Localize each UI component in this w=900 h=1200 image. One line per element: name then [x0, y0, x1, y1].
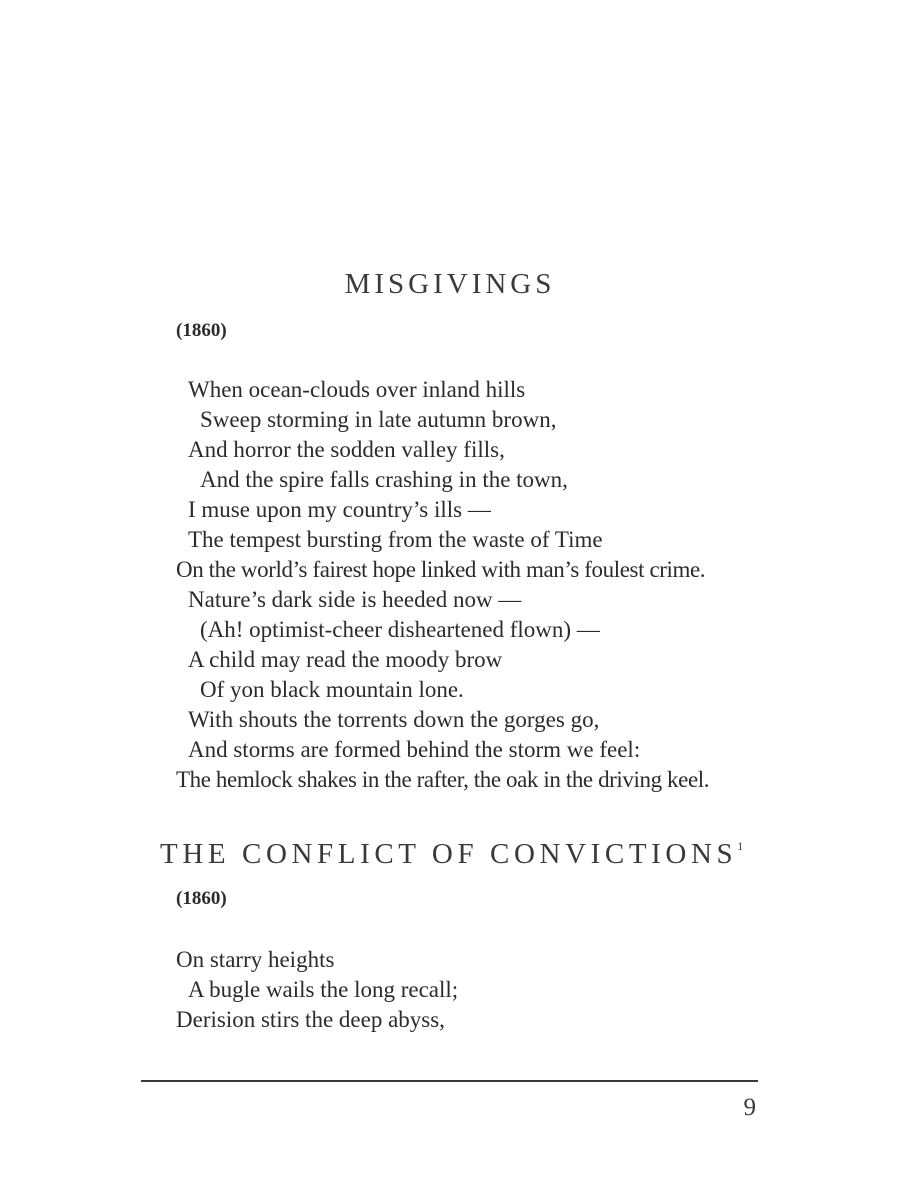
poem-line: When ocean-clouds over inland hills: [188, 377, 526, 402]
page-number: 9: [743, 1094, 756, 1121]
poem-line: Nature’s dark side is heeded now —: [188, 587, 522, 612]
poem-line: And the spire falls crashing in the town,: [200, 467, 568, 492]
poem-date-conflict-of-convictions: (1860): [176, 888, 227, 909]
poem-line: On the world’s fairest hope linked with man’s foulest crime.: [176, 557, 706, 582]
poem-title-misgivings: MISGIVINGS: [344, 268, 556, 300]
poem-line: (Ah! optimist-cheer disheartened flown) —: [200, 617, 600, 642]
poem-line: I muse upon my country’s ills —: [188, 497, 491, 522]
poem-line: And storms are formed behind the storm we feel:: [188, 737, 641, 762]
poem-line: A bugle wails the long recall;: [188, 977, 459, 1002]
poem-title-text: THE CONFLICT OF CONVICTIONS: [160, 838, 738, 870]
poem-line: The tempest bursting from the waste of Time: [188, 527, 603, 552]
poem-line: Of yon black mountain lone.: [200, 677, 464, 702]
poem-line: And horror the sodden valley fills,: [188, 437, 505, 462]
poem-line: The hemlock shakes in the rafter, the oak in the driving keel.: [176, 767, 710, 792]
poem-line: Sweep storming in late autumn brown,: [200, 407, 557, 432]
poem-line: With shouts the torrents down the gorges go,: [188, 707, 600, 732]
poem-line: Derision stirs the deep abyss,: [176, 1007, 445, 1032]
footer-rule: [141, 1080, 758, 1082]
poem-line: On starry heights: [176, 947, 335, 972]
poem-body-misgivings: [176, 375, 709, 795]
poem-body-conflict-of-convictions: [176, 945, 458, 1035]
poem-title-conflict-of-convictions: [160, 838, 743, 871]
poem-date-misgivings: (1860): [176, 320, 227, 341]
footnote-marker[interactable]: 1: [737, 839, 744, 854]
poem-line: A child may read the moody brow: [188, 647, 503, 672]
